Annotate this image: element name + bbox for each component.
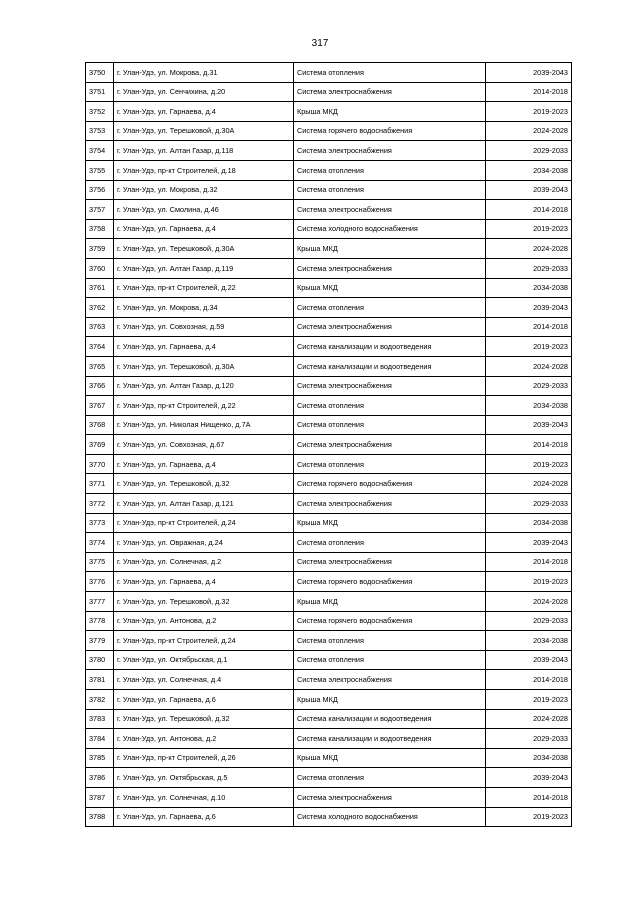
row-number: 3760 <box>86 258 114 278</box>
period-cell: 2019-2023 <box>486 807 572 827</box>
system-cell: Система электроснабжения <box>294 141 486 161</box>
system-cell: Крыша МКД <box>294 102 486 122</box>
address-cell: г. Улан-Удэ, ул. Солнечная, д.10 <box>114 787 294 807</box>
system-cell: Система электроснабжения <box>294 258 486 278</box>
table-row <box>86 317 572 337</box>
address-cell: г. Улан-Удэ, ул. Октябрьская, д.1 <box>114 650 294 670</box>
row-number: 3786 <box>86 768 114 788</box>
period-cell: 2014-2018 <box>486 317 572 337</box>
system-cell: Система электроснабжения <box>294 376 486 396</box>
period-cell: 2039-2043 <box>486 180 572 200</box>
system-cell: Крыша МКД <box>294 239 486 259</box>
address-cell: г. Улан-Удэ, ул. Солнечная, д.2 <box>114 552 294 572</box>
period-cell: 2024-2028 <box>486 592 572 612</box>
period-cell: 2029-2033 <box>486 494 572 514</box>
address-cell: г. Улан-Удэ, ул. Алтан Газар, д.121 <box>114 494 294 514</box>
row-number: 3761 <box>86 278 114 298</box>
period-cell: 2014-2018 <box>486 82 572 102</box>
table-row <box>86 787 572 807</box>
system-cell: Система канализации и водоотведения <box>294 709 486 729</box>
address-cell: г. Улан-Удэ, ул. Гарнаева, д.6 <box>114 807 294 827</box>
row-number: 3768 <box>86 415 114 435</box>
table-row <box>86 592 572 612</box>
period-cell: 2019-2023 <box>486 102 572 122</box>
capital-repair-table <box>85 62 572 827</box>
row-number: 3753 <box>86 121 114 141</box>
table-row <box>86 258 572 278</box>
table-row <box>86 396 572 416</box>
row-number: 3752 <box>86 102 114 122</box>
row-number: 3779 <box>86 631 114 651</box>
address-cell: г. Улан-Удэ, ул. Гарнаева, д.4 <box>114 454 294 474</box>
address-cell: г. Улан-Удэ, ул. Терешковой, д.30А <box>114 239 294 259</box>
address-cell: г. Улан-Удэ, ул. Мокрова, д.32 <box>114 180 294 200</box>
system-cell: Система отопления <box>294 631 486 651</box>
table-row <box>86 415 572 435</box>
period-cell: 2019-2023 <box>486 219 572 239</box>
address-cell: г. Улан-Удэ, ул. Совхозная, д.67 <box>114 435 294 455</box>
system-cell: Система электроснабжения <box>294 317 486 337</box>
row-number: 3775 <box>86 552 114 572</box>
period-cell: 2034-2038 <box>486 160 572 180</box>
table-row <box>86 494 572 514</box>
system-cell: Крыша МКД <box>294 278 486 298</box>
table-row <box>86 670 572 690</box>
period-cell: 2029-2033 <box>486 729 572 749</box>
row-number: 3781 <box>86 670 114 690</box>
row-number: 3782 <box>86 690 114 710</box>
period-cell: 2014-2018 <box>486 200 572 220</box>
address-cell: г. Улан-Удэ, ул. Совхозная, д.59 <box>114 317 294 337</box>
system-cell: Система электроснабжения <box>294 200 486 220</box>
period-cell: 2029-2033 <box>486 141 572 161</box>
row-number: 3765 <box>86 356 114 376</box>
row-number: 3762 <box>86 298 114 318</box>
period-cell: 2034-2038 <box>486 631 572 651</box>
row-number: 3751 <box>86 82 114 102</box>
address-cell: г. Улан-Удэ, ул. Алтан Газар, д.118 <box>114 141 294 161</box>
row-number: 3769 <box>86 435 114 455</box>
period-cell: 2019-2023 <box>486 337 572 357</box>
table-row <box>86 180 572 200</box>
table-row <box>86 219 572 239</box>
row-number: 3757 <box>86 200 114 220</box>
address-cell: г. Улан-Удэ, ул. Антонова, д.2 <box>114 611 294 631</box>
row-number: 3774 <box>86 533 114 553</box>
system-cell: Система холодного водоснабжения <box>294 807 486 827</box>
system-cell: Система горячего водоснабжения <box>294 474 486 494</box>
table-row <box>86 552 572 572</box>
address-cell: г. Улан-Удэ, пр-кт Строителей, д.24 <box>114 513 294 533</box>
address-cell: г. Улан-Удэ, ул. Гарнаева, д.4 <box>114 219 294 239</box>
system-cell: Система канализации и водоотведения <box>294 729 486 749</box>
table-body <box>86 63 572 827</box>
row-number: 3767 <box>86 396 114 416</box>
table-row <box>86 748 572 768</box>
period-cell: 2039-2043 <box>486 415 572 435</box>
system-cell: Система горячего водоснабжения <box>294 121 486 141</box>
period-cell: 2019-2023 <box>486 454 572 474</box>
address-cell: г. Улан-Удэ, ул. Терешковой, д.32 <box>114 474 294 494</box>
row-number: 3758 <box>86 219 114 239</box>
row-number: 3771 <box>86 474 114 494</box>
system-cell: Система канализации и водоотведения <box>294 337 486 357</box>
system-cell: Система горячего водоснабжения <box>294 611 486 631</box>
row-number: 3763 <box>86 317 114 337</box>
system-cell: Система электроснабжения <box>294 494 486 514</box>
period-cell: 2014-2018 <box>486 787 572 807</box>
address-cell: г. Улан-Удэ, ул. Мокрова, д.34 <box>114 298 294 318</box>
address-cell: г. Улан-Удэ, пр-кт Строителей, д.22 <box>114 278 294 298</box>
table-row <box>86 200 572 220</box>
table-row <box>86 102 572 122</box>
address-cell: г. Улан-Удэ, ул. Николая Нищенко, д.7А <box>114 415 294 435</box>
period-cell: 2024-2028 <box>486 356 572 376</box>
row-number: 3759 <box>86 239 114 259</box>
period-cell: 2039-2043 <box>486 298 572 318</box>
period-cell: 2034-2038 <box>486 396 572 416</box>
row-number: 3784 <box>86 729 114 749</box>
system-cell: Система отопления <box>294 160 486 180</box>
system-cell: Система отопления <box>294 454 486 474</box>
row-number: 3766 <box>86 376 114 396</box>
table-row <box>86 239 572 259</box>
table-row <box>86 690 572 710</box>
system-cell: Система канализации и водоотведения <box>294 356 486 376</box>
table-row <box>86 298 572 318</box>
address-cell: г. Улан-Удэ, ул. Антонова, д.2 <box>114 729 294 749</box>
row-number: 3754 <box>86 141 114 161</box>
row-number: 3764 <box>86 337 114 357</box>
system-cell: Крыша МКД <box>294 748 486 768</box>
address-cell: г. Улан-Удэ, ул. Овражная, д.24 <box>114 533 294 553</box>
system-cell: Система горячего водоснабжения <box>294 572 486 592</box>
table-row <box>86 611 572 631</box>
table-row <box>86 572 572 592</box>
table-row <box>86 729 572 749</box>
row-number: 3788 <box>86 807 114 827</box>
row-number: 3787 <box>86 787 114 807</box>
row-number: 3772 <box>86 494 114 514</box>
system-cell: Крыша МКД <box>294 592 486 612</box>
table-row <box>86 278 572 298</box>
address-cell: г. Улан-Удэ, ул. Гарнаева, д.4 <box>114 572 294 592</box>
row-number: 3750 <box>86 63 114 83</box>
period-cell: 2039-2043 <box>486 768 572 788</box>
period-cell: 2039-2043 <box>486 533 572 553</box>
table-row <box>86 768 572 788</box>
address-cell: г. Улан-Удэ, ул. Сенчихина, д.20 <box>114 82 294 102</box>
period-cell: 2034-2038 <box>486 513 572 533</box>
period-cell: 2034-2038 <box>486 278 572 298</box>
address-cell: г. Улан-Удэ, ул. Октябрьская, д.5 <box>114 768 294 788</box>
address-cell: г. Улан-Удэ, ул. Мокрова, д.31 <box>114 63 294 83</box>
table-row <box>86 160 572 180</box>
address-cell: г. Улан-Удэ, ул. Гарнаева, д.6 <box>114 690 294 710</box>
period-cell: 2019-2023 <box>486 690 572 710</box>
table-row <box>86 709 572 729</box>
system-cell: Крыша МКД <box>294 690 486 710</box>
system-cell: Система электроснабжения <box>294 787 486 807</box>
row-number: 3777 <box>86 592 114 612</box>
period-cell: 2014-2018 <box>486 552 572 572</box>
table-row <box>86 631 572 651</box>
table-row <box>86 121 572 141</box>
row-number: 3773 <box>86 513 114 533</box>
address-cell: г. Улан-Удэ, ул. Гарнаева, д.4 <box>114 337 294 357</box>
address-cell: г. Улан-Удэ, пр-кт Строителей, д.18 <box>114 160 294 180</box>
address-cell: г. Улан-Удэ, пр-кт Строителей, д.24 <box>114 631 294 651</box>
system-cell: Система отопления <box>294 650 486 670</box>
page-number: 317 <box>311 38 329 49</box>
row-number: 3756 <box>86 180 114 200</box>
period-cell: 2019-2023 <box>486 572 572 592</box>
period-cell: 2024-2028 <box>486 121 572 141</box>
system-cell: Система отопления <box>294 768 486 788</box>
address-cell: г. Улан-Удэ, ул. Терешковой, д.32 <box>114 709 294 729</box>
system-cell: Система электроснабжения <box>294 552 486 572</box>
row-number: 3783 <box>86 709 114 729</box>
system-cell: Система отопления <box>294 396 486 416</box>
table-row <box>86 435 572 455</box>
address-cell: г. Улан-Удэ, ул. Терешковой, д.32 <box>114 592 294 612</box>
period-cell: 2029-2033 <box>486 611 572 631</box>
address-cell: г. Улан-Удэ, ул. Алтан Газар, д.119 <box>114 258 294 278</box>
address-cell: г. Улан-Удэ, ул. Терешковой, д.30А <box>114 121 294 141</box>
address-cell: г. Улан-Удэ, пр-кт Строителей, д.26 <box>114 748 294 768</box>
period-cell: 2014-2018 <box>486 670 572 690</box>
table-row <box>86 141 572 161</box>
system-cell: Система отопления <box>294 63 486 83</box>
system-cell: Система отопления <box>294 415 486 435</box>
period-cell: 2029-2033 <box>486 376 572 396</box>
period-cell: 2014-2018 <box>486 435 572 455</box>
system-cell: Система отопления <box>294 298 486 318</box>
system-cell: Система отопления <box>294 180 486 200</box>
table-row <box>86 650 572 670</box>
row-number: 3770 <box>86 454 114 474</box>
system-cell: Система электроснабжения <box>294 435 486 455</box>
address-cell: г. Улан-Удэ, ул. Терешковой, д.30А <box>114 356 294 376</box>
table-row <box>86 454 572 474</box>
table-row <box>86 337 572 357</box>
address-cell: г. Улан-Удэ, ул. Смолина, д.46 <box>114 200 294 220</box>
system-cell: Система холодного водоснабжения <box>294 219 486 239</box>
table-row <box>86 513 572 533</box>
table-row <box>86 63 572 83</box>
address-cell: г. Улан-Удэ, пр-кт Строителей, д.22 <box>114 396 294 416</box>
period-cell: 2029-2033 <box>486 258 572 278</box>
table-row <box>86 356 572 376</box>
row-number: 3755 <box>86 160 114 180</box>
table-row <box>86 533 572 553</box>
address-cell: г. Улан-Удэ, ул. Солнечная, д.4 <box>114 670 294 690</box>
table-row <box>86 376 572 396</box>
system-cell: Система электроснабжения <box>294 670 486 690</box>
table-row <box>86 807 572 827</box>
period-cell: 2039-2043 <box>486 63 572 83</box>
period-cell: 2039-2043 <box>486 650 572 670</box>
period-cell: 2034-2038 <box>486 748 572 768</box>
period-cell: 2024-2028 <box>486 239 572 259</box>
address-cell: г. Улан-Удэ, ул. Алтан Газар, д.120 <box>114 376 294 396</box>
table-row <box>86 82 572 102</box>
address-cell: г. Улан-Удэ, ул. Гарнаева, д.4 <box>114 102 294 122</box>
system-cell: Система электроснабжения <box>294 82 486 102</box>
row-number: 3780 <box>86 650 114 670</box>
table-row <box>86 474 572 494</box>
system-cell: Система отопления <box>294 533 486 553</box>
period-cell: 2024-2028 <box>486 474 572 494</box>
period-cell: 2024-2028 <box>486 709 572 729</box>
system-cell: Крыша МКД <box>294 513 486 533</box>
row-number: 3785 <box>86 748 114 768</box>
row-number: 3778 <box>86 611 114 631</box>
row-number: 3776 <box>86 572 114 592</box>
